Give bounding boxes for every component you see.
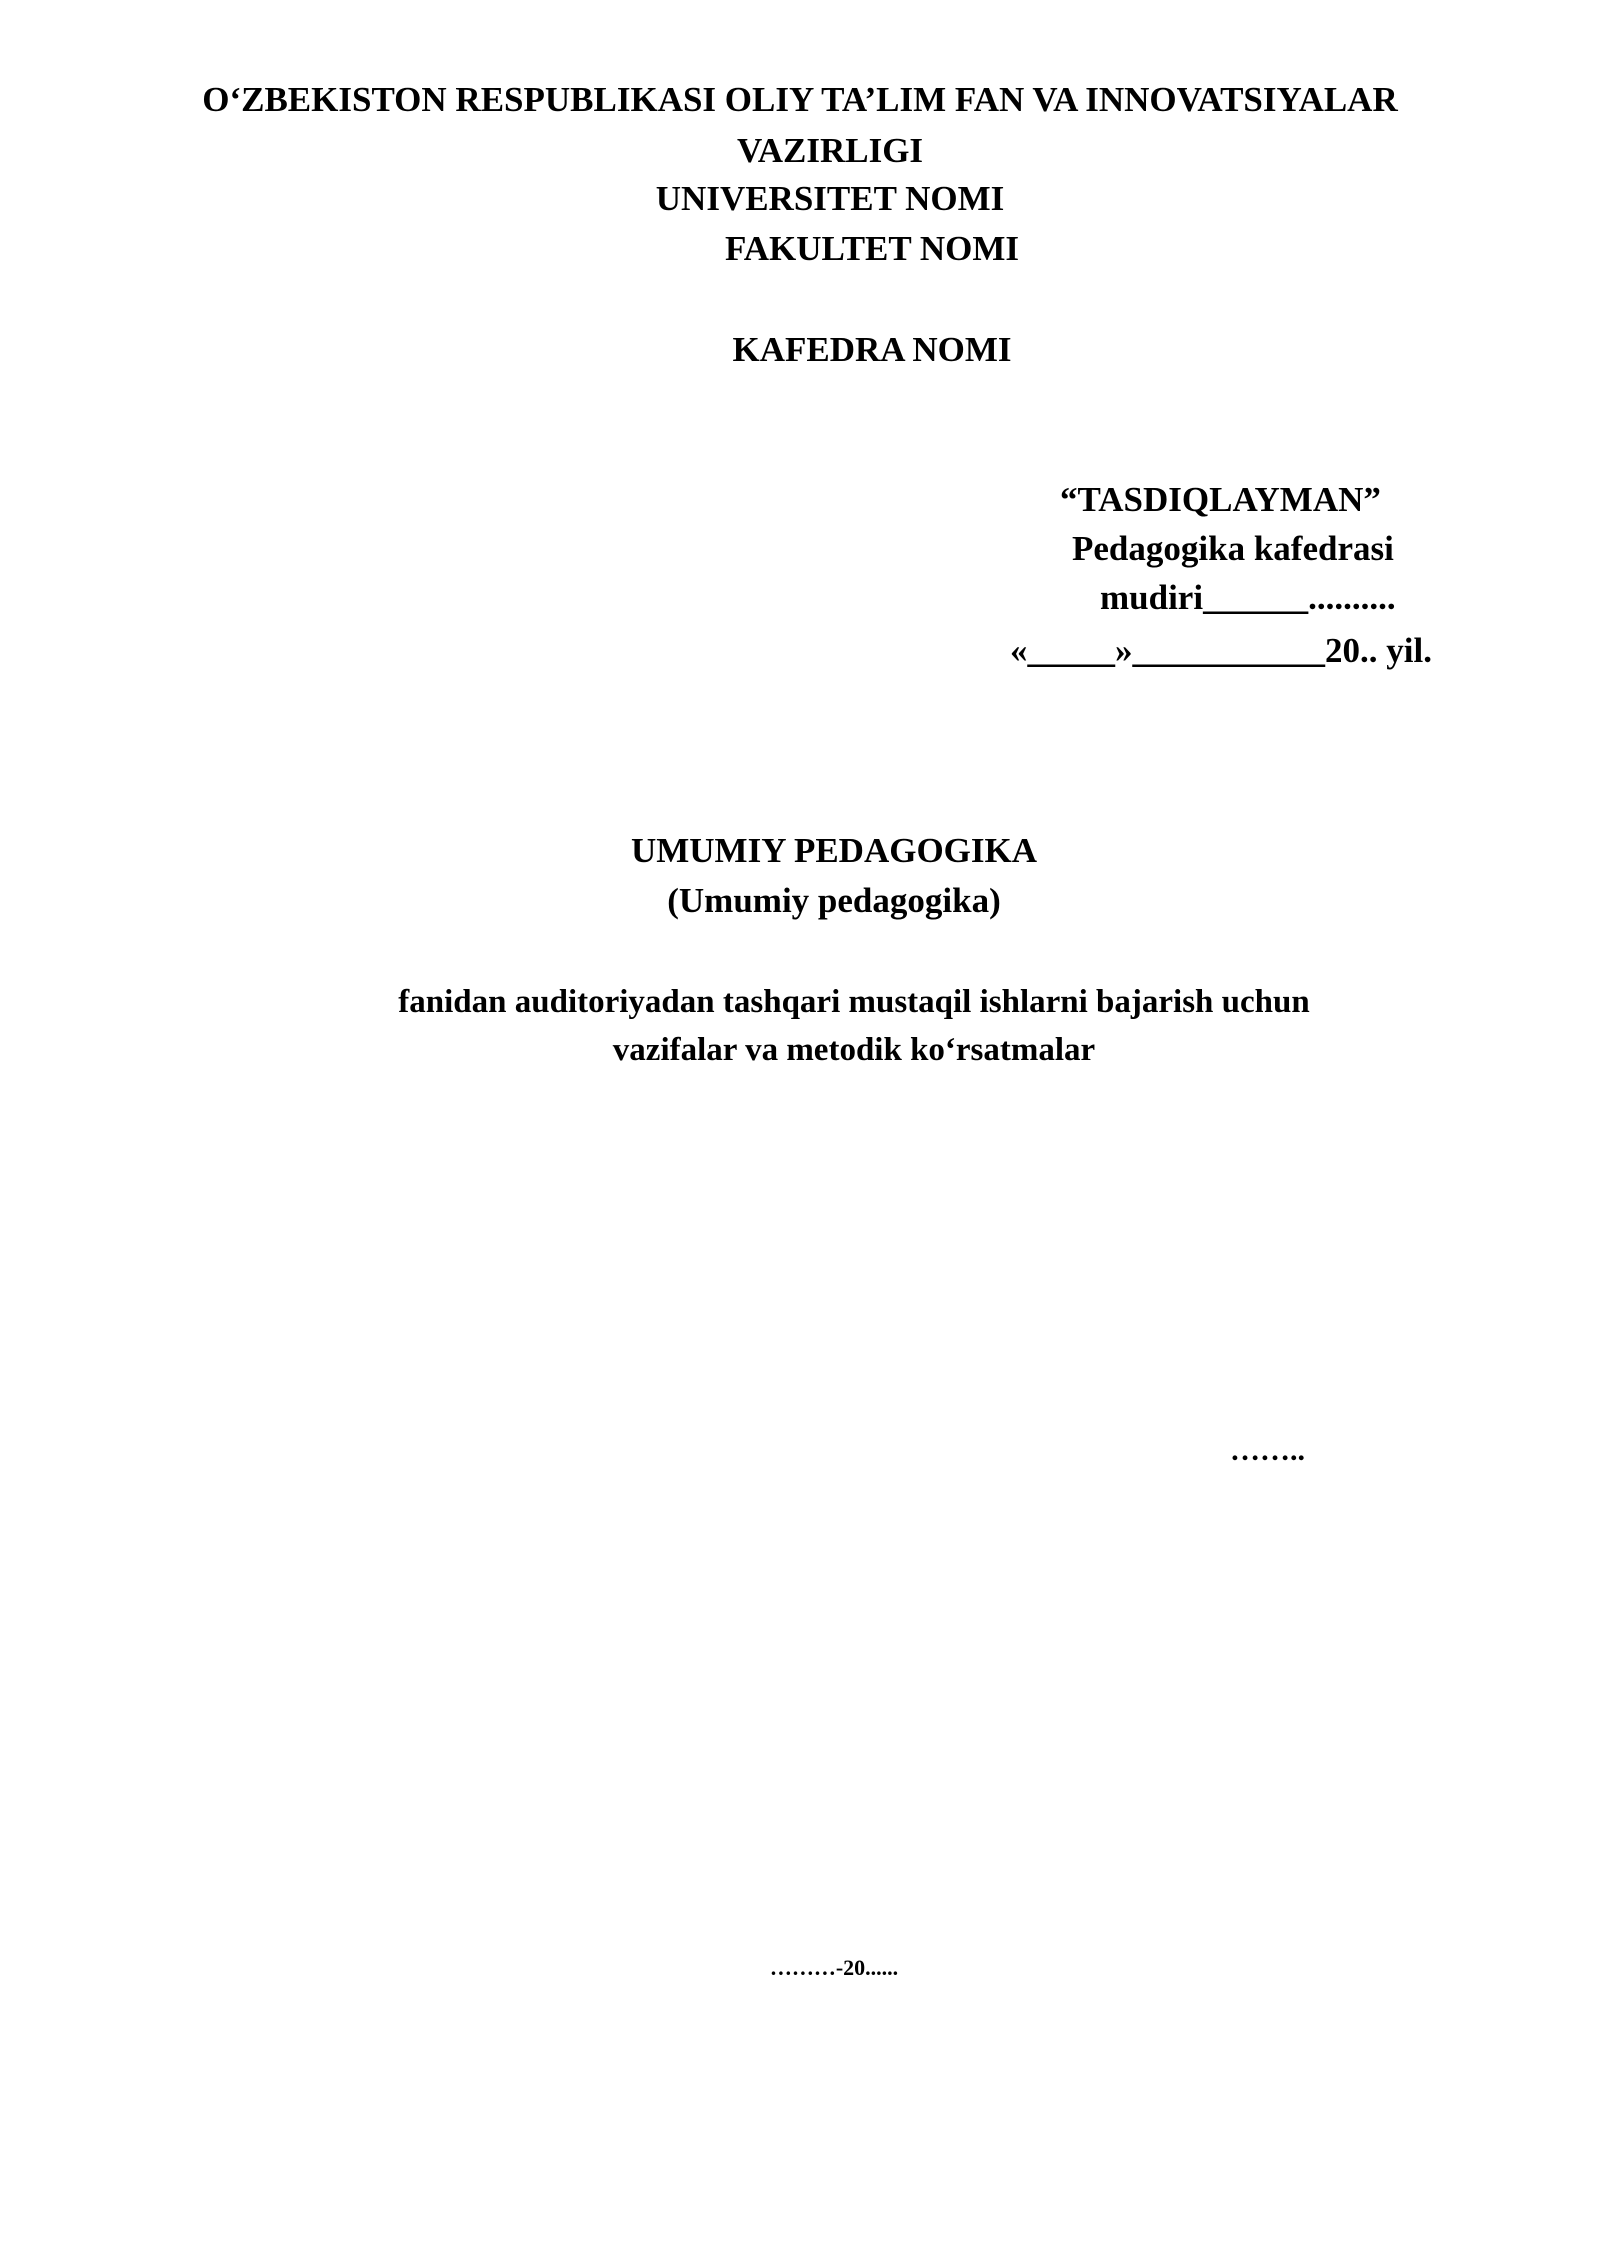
- description-line-2: vazifalar va metodik ko‘rsatmalar: [612, 1032, 1096, 1068]
- subject-subtitle: (Umumiy pedagogika): [667, 881, 1001, 920]
- description-line-1: fanidan auditoriyadan tashqari mustaqil ishlarni bajarish uchun: [398, 984, 1310, 1020]
- department-name: KAFEDRA NOMI: [732, 330, 1012, 369]
- ministry-line-2: VAZIRLIGI: [736, 131, 924, 170]
- approval-position: Pedagogika kafedrasi: [1072, 529, 1394, 568]
- university-name: UNIVERSITET NOMI: [655, 179, 1005, 218]
- ministry-line-1: O‘ZBEKISTON RESPUBLIKASI OLIY TA’LIM FAN VA INNOVATSIYALAR: [202, 80, 1398, 119]
- approval-head-signature: mudiri______..........: [1100, 578, 1396, 617]
- subject-title: UMUMIY PEDAGOGIKA: [630, 831, 1038, 870]
- author-placeholder: ……..: [1230, 1434, 1305, 1467]
- approval-date: «_____»___________20.. yil.: [1010, 631, 1432, 670]
- approval-title: “TASDIQLAYMAN”: [1060, 480, 1381, 519]
- faculty-name: FAKULTET NOMI: [725, 229, 1019, 268]
- footer-place-year: ………-20......: [769, 1955, 899, 1980]
